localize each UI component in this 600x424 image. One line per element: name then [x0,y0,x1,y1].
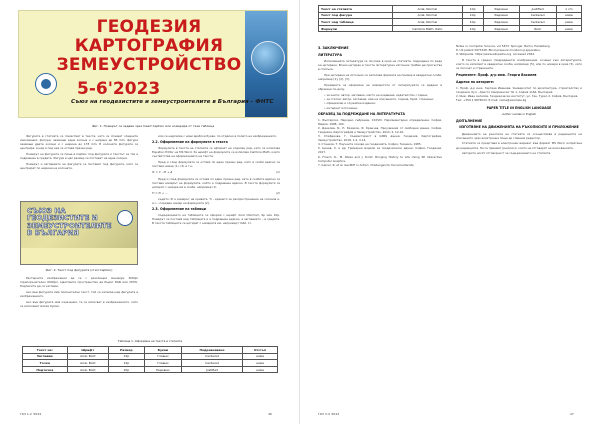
cover-title [49,19,249,76]
table-cell: 10p [108,366,144,373]
figure-2-image [20,201,138,265]
paragraph: Съдържанието на таблиците се оформя с шрифт Arial (Normal), 9p или 10p. Номерът се поставя над таблицата и е подравнен вдясно, а заглавието – в средата. В текста таблиците се цитират с номерата им, например (табл. 1). [152,213,280,226]
reference-item: 7. Geiner, R. et al. GeoPDF in Action: Challenges for Documentarists. [318,162,415,167]
table-cell: няма [243,360,278,367]
page-footer-journal: ГКЗ 3-4 '2024 [318,412,340,416]
cover-title-line: ГЕОДЕЗИЯ [96,17,202,37]
figure-2-caption: Фиг. 2. Текст под фигурата (стил Caption) [45,268,113,272]
reference-item: 4. Станков, Т. Научните основи на геодезията. София, Техника, 1985. [318,142,422,147]
table-cell: няма [556,19,581,26]
table-cell: Arial, Bold [67,366,108,373]
reference-item: 8. US patent 5975348. Blind pressure monitoring apparatus. [456,48,541,53]
reference-list [318,118,442,167]
reference-item: 6. Frosch, D., M. Weiss and J. Dodd. Bringing History to Life Using 3D Interactive Computer Graphics. [318,154,442,163]
table-cell: Главни [144,360,181,367]
table-cell: Centered [181,360,242,367]
table-header-cell: Текст на: [23,347,68,354]
paragraph: или се надписва с нови арабски букви, по отделно в полето на изображението. [158,134,277,138]
table-row [319,19,582,26]
bullet-item: • интернет източници. [324,105,358,110]
table-cell: 12p [108,353,144,360]
paragraph: Пред и след формулата се оставя по един празен ред, като в скобите вдясно се поставя номерът на формулата, който е подравнен вдясно. В текста формулите се цитират с номера им в скоби, например (1). [152,176,280,189]
table-1-caption: Таблица 1. Оформяне на текста в статията [117,339,183,343]
right-column-2 [456,44,582,157]
table-cell: Главни [144,353,181,360]
english-author-names: Author names in English [501,112,537,117]
paragraph: Пред и след формулата се оставя по един празен ред, като в скоби вдясно се поставя номер (1), (2) и т.н. [152,160,280,169]
paragraph: Авторите носят отговорност за съдържанието на статията. [462,151,552,156]
table-header-cell: Отстъп [243,347,278,354]
table-cell: Текст на статията [319,6,393,13]
table-cell: Arial, Normal [393,12,462,19]
table-cell: Centered [519,12,556,19]
formula: f1 = C . f2 + Δ [152,170,173,175]
page-footer-journal: ГКЗ 1-2 '2024 [20,412,42,416]
table-cell: няма [243,366,278,373]
table-header-cell: Шрифт [67,347,108,354]
author-address: 1. Проф. д-р инж. Гергана Иванова, Университет по архитектура, строителство и геодезия, бул. „Христо Смирненски“ № 1, София 1164, България. [456,85,582,94]
paragraph: Фигурите в статията се поместват в текста, като се спазват следните изисквания: фигури, заемащи една колона и с ширина до 86 mm, фигури заемащи двете колони и с ширина до 178 mm. В колоната фигурата се центрира, а над и под нея се оставя празен ред. [20,134,138,151]
table-cell: няма [556,12,581,19]
bullet-list [318,93,442,109]
left-column-1-bottom [20,276,138,310]
table-cell: 12p [108,360,144,367]
table-cell: Редовни [144,366,181,373]
formula: Fi = Pi + ... [152,190,168,195]
table-cell: Centered [181,353,242,360]
left-column-1-top [20,134,138,172]
table-1-continued [318,5,582,32]
reference-item: 9. Wikipedia. https://www.wikipedia.org. Accessed 2024. [456,52,535,57]
reference-item: 3. Стефанова, Г. Съвместимост в GNSS данни. Геодезия, Картография, Земеустройство, 2018, 1-2, 3-14. [318,134,442,143]
section-heading: 2.2. Оформление на формулите в текста [152,140,228,145]
table-header-cell: Подравняване [181,347,242,354]
bullet-text: интернет източници. [326,105,358,110]
cover-subtitle: Съюз на геодезистите и земеустроителите в България – ФНТС [71,99,274,105]
reference-item: 1. Български. Народно събрание, XXXVIII. Парламентарно определение. София, Медия, 1998, 100. [318,117,442,126]
table-row [319,25,582,32]
globe-icon [251,41,285,75]
society-badge-icon [117,210,133,226]
formula-row [152,170,280,174]
bullet-item: • за статии: автор, заглавие, име на списанието, година, брой, страници; [324,97,434,102]
table-row [319,12,582,19]
table-cell: Arial, Bold [67,353,108,360]
section-heading: 2.3. Оформление на таблици [152,207,206,212]
page-number: 47 [570,412,574,416]
table-cell: 10p [462,19,483,26]
cover-issue-number: 5-6'2023 [77,79,161,99]
paragraph: Растерните изображения да са с резолюция минимум 300dpi (препоръчително 600dpi). Цветовите пространства да бъдат RGB или CMYK. Надписите да са четливи. [20,276,138,289]
paragraph: Движението на ръкописа на статията се осъществява в редакцията на списанието чрез електронна поща до главния редактор. [456,131,582,140]
table-cell: Подточка [23,366,68,373]
paragraph: Номерът на фигурата се пише в Caption под фигурата и текстът за тях е подравнен в средата. Фигури в цял размер се поставят на една колона. [20,152,138,161]
table-cell: 10p [462,12,483,19]
paragraph: Използваната литература се посочва в края на статията, подредена по реда на цитиране. Всеки цитиран в текста литературен източник трябва да присъства в списъка. [318,59,442,72]
paragraph: Формулите в текста на статията се оформят на отделен ред, като се използва Equation Editor на MS Word. За шрифт на формулите се използва Cambria Math, което съответства на оформлението на текста. [152,146,280,159]
paragraph: При цитиране на източник се използва формата на пример в квадратни скоби, например [1], [2], [3]. [318,73,442,82]
table-row [23,353,278,360]
table-cell: Текст под фигура [319,12,393,19]
table-cell: Arial, Normal [393,6,462,13]
table-cell: Justified [519,6,556,13]
cover-title-line: КАРТОГРАФИЯ [74,36,224,56]
table-row [23,360,278,367]
section-heading: ИЗГОТВЯНЕ НА ДВИЖЕНИЯТА НА РЪКОПИСИТЕ И ПРИЛОЖЕНИЕ [459,125,579,130]
paragraph: Ако във фигурата има означения, те се изписват в изображението, като се използват малки букви. [20,300,138,309]
paragraph: Примерите за оформяне на елементите от литературата са дадени в образеца по-долу. [318,83,442,92]
page-number: 46 [268,412,272,416]
table-cell: Точка [23,360,68,367]
author-contact: Тел: +359 2 9876543. E-mail: name@example.bg [456,98,527,103]
table-cell: Arial, Bold [67,360,108,367]
section-heading: ЛИТЕРАТУРА [318,53,342,58]
table-cell: няма [556,25,581,32]
reference-item: 2. Данкова, Б., Н. Казаков, Ф. Кранчев. Проучвания от свободни данни. София, Геодезия, Картография и Земеустройство, 2014, 2, 12-16. [318,125,442,134]
table-cell: Cambria Math, Italic [393,25,462,32]
reference-item: Notes in: Computer Science, vol 5873. Springer, Berlin, Heidelberg. [456,44,551,48]
section-heading: Адреси на авторите: [456,79,495,84]
formula-number: (1) [276,170,280,175]
right-column-1 [318,44,442,167]
table-cell: 10p [462,6,483,13]
paragraph: където: Pi е номерът на кривата, Ti – времето за разпространение на сигнала и, а n – пореден номер на формулата [2]. [152,196,280,206]
paragraph: Статията се представя в електронен вариант във формат MS Word, изпратена до редакцията. Не се приемат ръкописи, които не отговарят на изискванията. [456,141,582,150]
reference-item: 5. Цонев, Х. и др. Тримерни модели за геодезически данни. София, Геодезия, 2017. [318,146,442,155]
bullet-item: • официални и служебни издания; [324,101,376,106]
reviewer-line: Рецензент: Проф. д-р инж. Георги Василев [456,72,537,77]
section-heading: 3. ЗАКЛЮЧЕНИЕ [318,46,349,50]
table-cell: Редовни [483,6,519,13]
table-cell: Текст над таблица [319,19,393,26]
bullet-item: • за книги: автор, заглавие, място на издаване, издателство, година; [324,93,428,98]
left-column-2 [152,134,280,227]
table-cell: Arial, Normal [393,19,462,26]
figure-1-caption: Фиг. 1. Номерът се задава чрез Insert Caption или номерира от тази таблица [91,124,215,128]
table-cell: Редовни [483,25,519,32]
table-cell: Редовни [483,12,519,19]
table-row [23,366,278,373]
table-cell: 1 cm [556,6,581,13]
table-cell: няма [243,353,278,360]
section-heading: ДОПЪЛНЕНИЕ [456,119,483,124]
table-cell: Italic [519,25,556,32]
table-row [319,6,582,13]
table-cell: Редовни [483,19,519,26]
english-paper-title: PAPER TITLE IN ENGLISH LANGUAGE [486,106,552,111]
journal-cover-figure [18,10,288,118]
bullet-text: за статии: автор, заглавие, име на списанието, година, брой, страници; [326,97,434,102]
formula-row [152,191,280,195]
table-cell: Заглавие [23,353,68,360]
table-cell: Формули [319,25,393,32]
table-header-cell: Букви [144,347,181,354]
paragraph: Ако във фигурата има пояснителен текст, той се изписва над фигурата в изображението. [20,290,138,299]
table-header-cell: Размер [108,347,144,354]
bullet-text: за книги: автор, заглавие, място на издаване, издателство, година; [326,93,428,98]
right-page [300,0,600,424]
society-logo-icon [35,73,57,95]
figure-2-title: СЪЮЗ НА ГЕОДЕЗИСТИТЕ И ЗЕМЕУСТРОИТЕЛИТЕ В БЪЛГАРИЯ [27,207,112,238]
section-heading: ОБРАЗЕЦ ЗА ПОДРЕЖДАНЕ НА ЛИТЕРАТУРАТА [318,111,405,116]
table-header-row [23,347,278,354]
author-address: 2. Инж. Иван Ангелов, Геодезически институт, ул. Ген. Гурко 2, София, България. [456,93,579,98]
table-cell: Justified [181,366,242,373]
paragraph: В текста в средно (подредените) изображения, сочещи към литературата, които се изписват в квадратни скоби, например [5], или по номера в края (5), като се посочат и страниците. [456,58,582,71]
formula-number: (2) [276,190,280,195]
cover-title-line: ЗЕМЕУСТРОЙСТВО [56,55,242,75]
table-cell: 10p [462,25,483,32]
table-cell: Centered [519,19,556,26]
bullet-text: официални и служебни издания; [326,101,376,106]
paragraph: Номерът и заглавието на фигурата се поставят под фигурата, като се центрират по ширина на колоната. [20,162,138,171]
table-1 [22,346,278,373]
